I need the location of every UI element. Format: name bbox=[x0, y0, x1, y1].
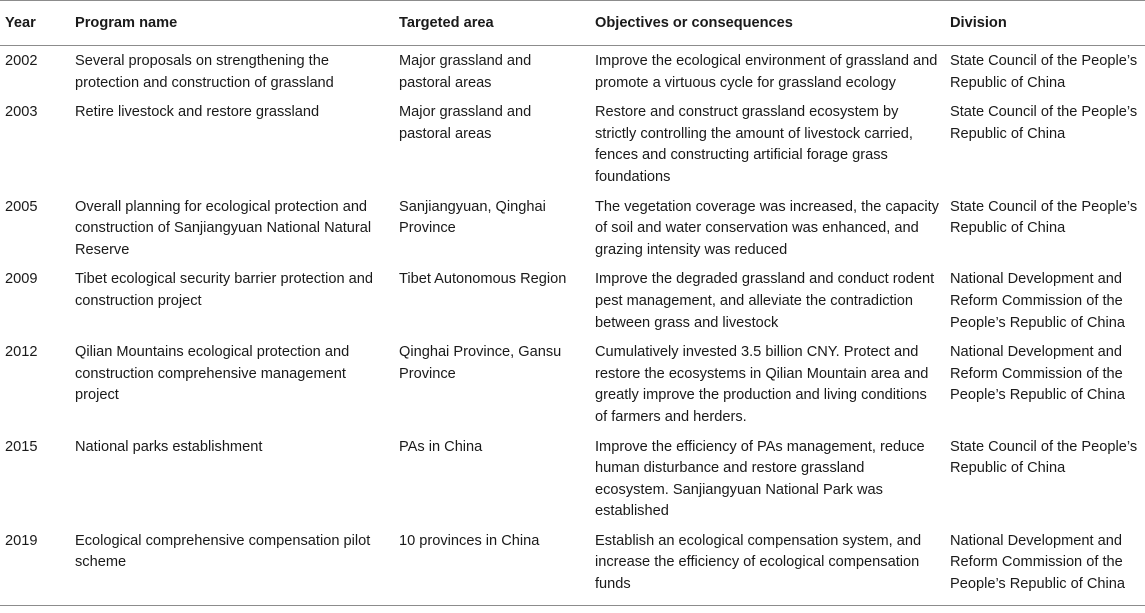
cell-program: National parks establishment bbox=[75, 438, 263, 455]
cell-division: State Council of the People’s Republic of China bbox=[950, 53, 1138, 91]
cell-year: 2019 bbox=[0, 526, 71, 605]
cell-program: Tibet ecological security barrier protection and construction project bbox=[75, 271, 373, 309]
cell-area: Sanjiangyuan, Qinghai Province bbox=[399, 198, 546, 237]
cell-area: Major grassland and pastoral areas bbox=[399, 53, 532, 91]
cell-objectives: Improve the efficiency of PAs management, reduce human disturbance and restore grassland ecosystem. Sanjiangyuan National Park was established bbox=[595, 438, 925, 520]
cell-division: National Development and Reform Commission of the People’s Republic of China bbox=[950, 271, 1125, 331]
header-targeted-area: Targeted area bbox=[395, 1, 591, 46]
cell-year: 2003 bbox=[5, 104, 38, 121]
cell-objectives: Restore and construct grassland ecosystem by strictly controlling the amount of livestock carried, fences and constructing artificial forage grass foundations bbox=[595, 104, 913, 185]
cell-year: 2015 bbox=[5, 438, 38, 455]
cell-division: National Development and Reform Commission of the People’s Republic of China bbox=[946, 526, 1145, 605]
cell-objectives: Cumulatively invested 3.5 billion CNY. Protect and restore the ecosystems in Qilian Mountain area and greatly improve the production and living conditions of farmers and herders. bbox=[595, 344, 929, 425]
header-objectives: Objectives or consequences bbox=[591, 1, 946, 46]
cell-year: 2002 bbox=[5, 53, 38, 69]
table-row bbox=[0, 97, 1145, 191]
table-row bbox=[0, 264, 1145, 337]
cell-program: Ecological comprehensive compensation pilot scheme bbox=[71, 526, 395, 605]
cell-program: Several proposals on strengthening the protection and construction of grassland bbox=[75, 53, 334, 91]
table-row bbox=[0, 432, 1145, 526]
cell-program: Overall planning for ecological protection and construction of Sanjiangyuan National Natural Reserve bbox=[75, 198, 372, 258]
cell-area: Major grassland and pastoral areas bbox=[399, 104, 532, 142]
table-row bbox=[0, 526, 1145, 605]
table-row bbox=[0, 46, 1145, 98]
header-program-name: Program name bbox=[71, 1, 395, 46]
cell-year: 2012 bbox=[5, 344, 38, 361]
cell-objectives: Establish an ecological compensation system, and increase the efficiency of ecological compensation funds bbox=[591, 526, 946, 605]
header-year: Year bbox=[0, 1, 71, 46]
cell-area: Qinghai Province, Gansu Province bbox=[399, 344, 562, 382]
header-row bbox=[0, 1, 1145, 46]
cell-division: State Council of the People’s Republic of China bbox=[950, 198, 1138, 237]
cell-objectives: The vegetation coverage was increased, the capacity of soil and water conservation was enhanced, and grazing intensity was reduced bbox=[595, 198, 939, 258]
table-header bbox=[0, 1, 1145, 46]
table-body bbox=[0, 46, 1145, 606]
cell-year: 2009 bbox=[5, 271, 38, 288]
header-division: Division bbox=[946, 1, 1145, 46]
table-row bbox=[0, 337, 1145, 431]
cell-division: National Development and Reform Commission of the People’s Republic of China bbox=[950, 344, 1125, 404]
cell-objectives: Improve the ecological environment of grassland and promote a virtuous cycle for grassland ecology bbox=[595, 53, 938, 91]
cell-program: Qilian Mountains ecological protection and construction comprehensive management project bbox=[75, 344, 350, 404]
cell-division: State Council of the People’s Republic of China bbox=[950, 104, 1138, 142]
cell-objectives: Improve the degraded grassland and conduct rodent pest management, and alleviate the contradiction between grass and livestock bbox=[595, 271, 935, 331]
cell-program: Retire livestock and restore grassland bbox=[75, 104, 320, 121]
table-row bbox=[0, 192, 1145, 265]
cell-area: 10 provinces in China bbox=[395, 526, 591, 605]
cell-year: 2005 bbox=[5, 198, 38, 215]
cell-division: State Council of the People’s Republic of China bbox=[950, 438, 1138, 477]
cell-area: PAs in China bbox=[399, 438, 483, 455]
cell-area: Tibet Autonomous Region bbox=[399, 271, 567, 288]
